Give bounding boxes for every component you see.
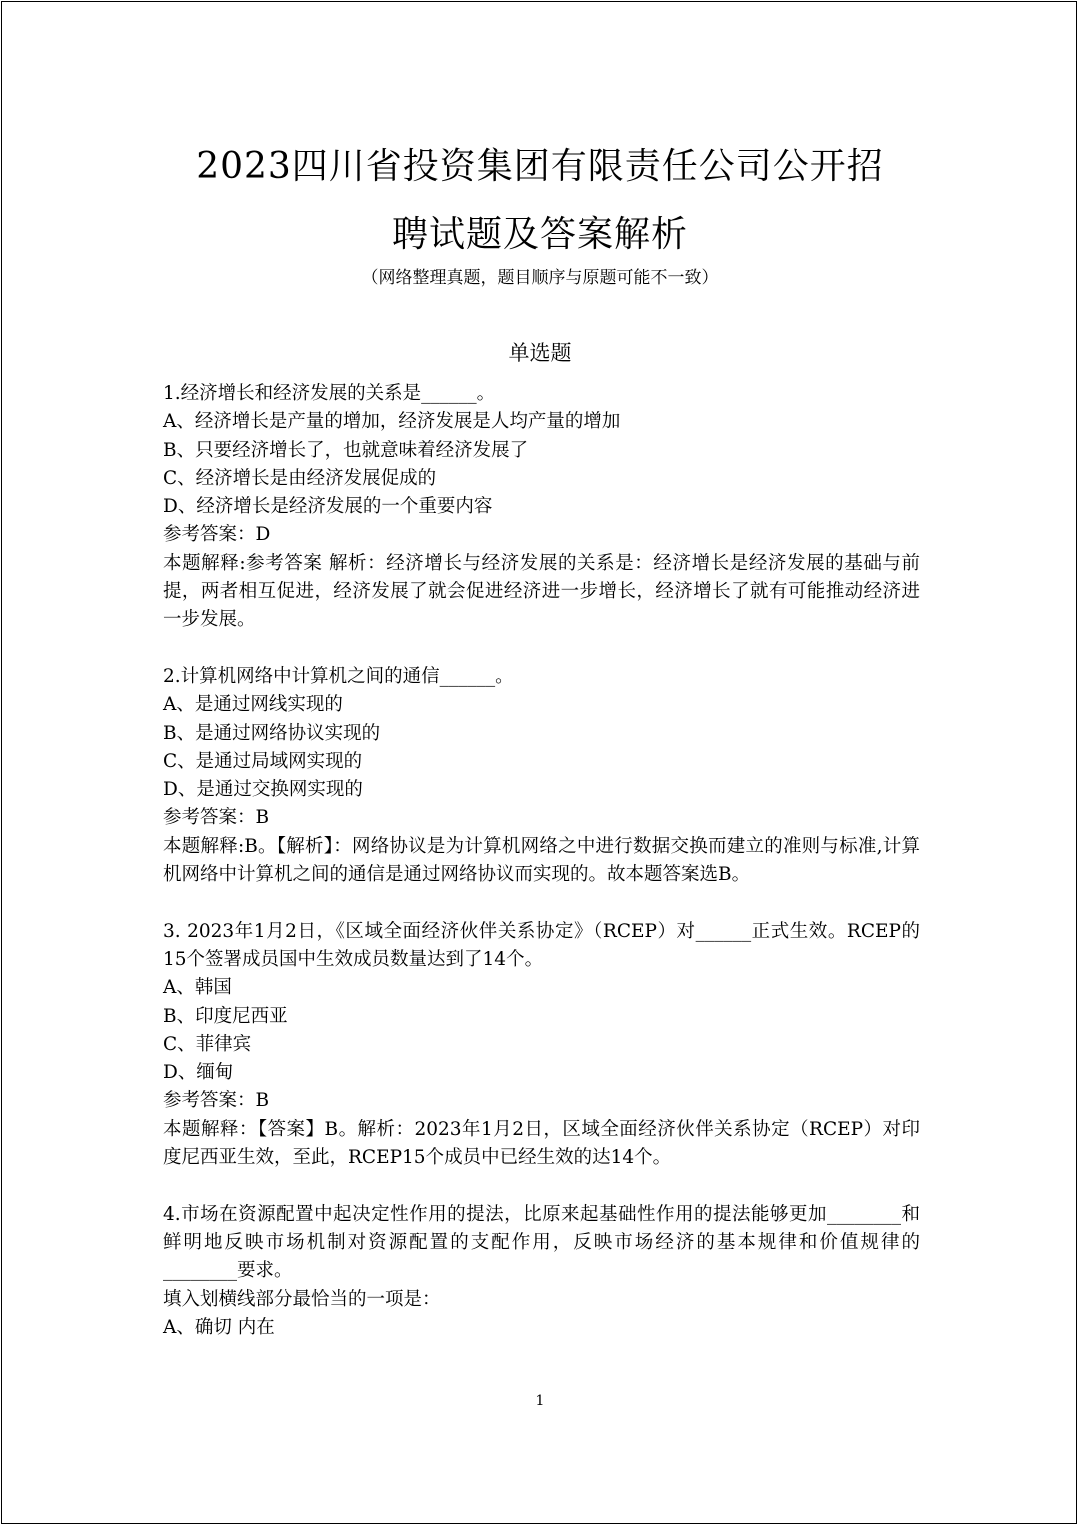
reference-answer: 参考答案：B	[163, 807, 270, 829]
question-list	[163, 380, 920, 1370]
option-b: B、只要经济增长了，也就意味着经济发展了	[163, 439, 529, 461]
question-stem: 1.经济增长和经济发展的关系是______。	[163, 383, 496, 404]
question-1	[163, 380, 920, 635]
option-b: B、印度尼西亚	[163, 1005, 288, 1027]
page-number: 1	[535, 1393, 545, 1409]
option-a: A、韩国	[163, 977, 232, 999]
option-b: B、是通过网络协议实现的	[163, 722, 381, 744]
option-c: C、经济增长是由经济发展促成的	[163, 467, 437, 489]
question-stem: 3. 2023年1月2日，《区域全面经济伙伴关系协定》（RCEP）对______正式生效。RCEP的15个签署成员国中生效成员数量达到了14个。	[163, 920, 920, 970]
document-title-line-1: 2023四川省投资集团有限责任公司公开招	[196, 146, 884, 187]
answer-explanation: 本题解释:B。【解析】：网络协议是为计算机网络之中进行数据交换而建立的准则与标准,计算机网络中计算机之间的通信是通过网络协议而实现的。故本题答案选B。	[163, 835, 920, 886]
option-a: A、是通过网线实现的	[163, 694, 343, 716]
question-stem: 2.计算机网络中计算机之间的通信______。	[163, 665, 514, 687]
option-d: D、经济增长是经济发展的一个重要内容	[163, 496, 493, 518]
section-heading: 单选题	[508, 341, 572, 365]
reference-answer: 参考答案：D	[163, 524, 271, 546]
option-c: C、菲律宾	[163, 1033, 252, 1055]
option-a: A、确切 内在	[163, 1316, 275, 1338]
question-prompt: 填入划横线部分最恰当的一项是：	[163, 1288, 441, 1310]
answer-explanation: 本题解释：【答案】B。解析：2023年1月2日，区域全面经济伙伴关系协定（RCEP）对印度尼西亚生效，至此，RCEP15个成员中已经生效的达14个。	[163, 1118, 920, 1169]
document-title-line-2: 聘试题及答案解析	[391, 214, 688, 255]
reference-answer: 参考答案：B	[163, 1090, 270, 1112]
question-3	[163, 918, 920, 1173]
document-subtitle: （网络整理真题，题目顺序与原题可能不一致）	[361, 268, 719, 288]
answer-explanation: 本题解释:参考答案 解析：经济增长与经济发展的关系是：经济增长是经济发展的基础与前提，两者相互促进，经济发展了就会促进经济进一步增长，经济增长了就有可能推动经济进一步发展。	[163, 552, 920, 631]
option-d: D、是通过交换网实现的	[163, 779, 363, 801]
option-a: A、经济增长是产量的增加，经济发展是人均产量的增加	[163, 411, 621, 433]
option-d: D、缅甸	[163, 1062, 234, 1084]
question-stem: 4.市场在资源配置中起决定性作用的提法，比原来起基础性作用的提法能够更加________和鲜明地反映市场机制对资源配置的支配作用，反映市场经济的基本规律和价值规律的________要求。	[163, 1203, 920, 1282]
option-c: C、是通过局域网实现的	[163, 750, 363, 772]
question-2	[163, 663, 920, 889]
question-4	[163, 1201, 920, 1342]
